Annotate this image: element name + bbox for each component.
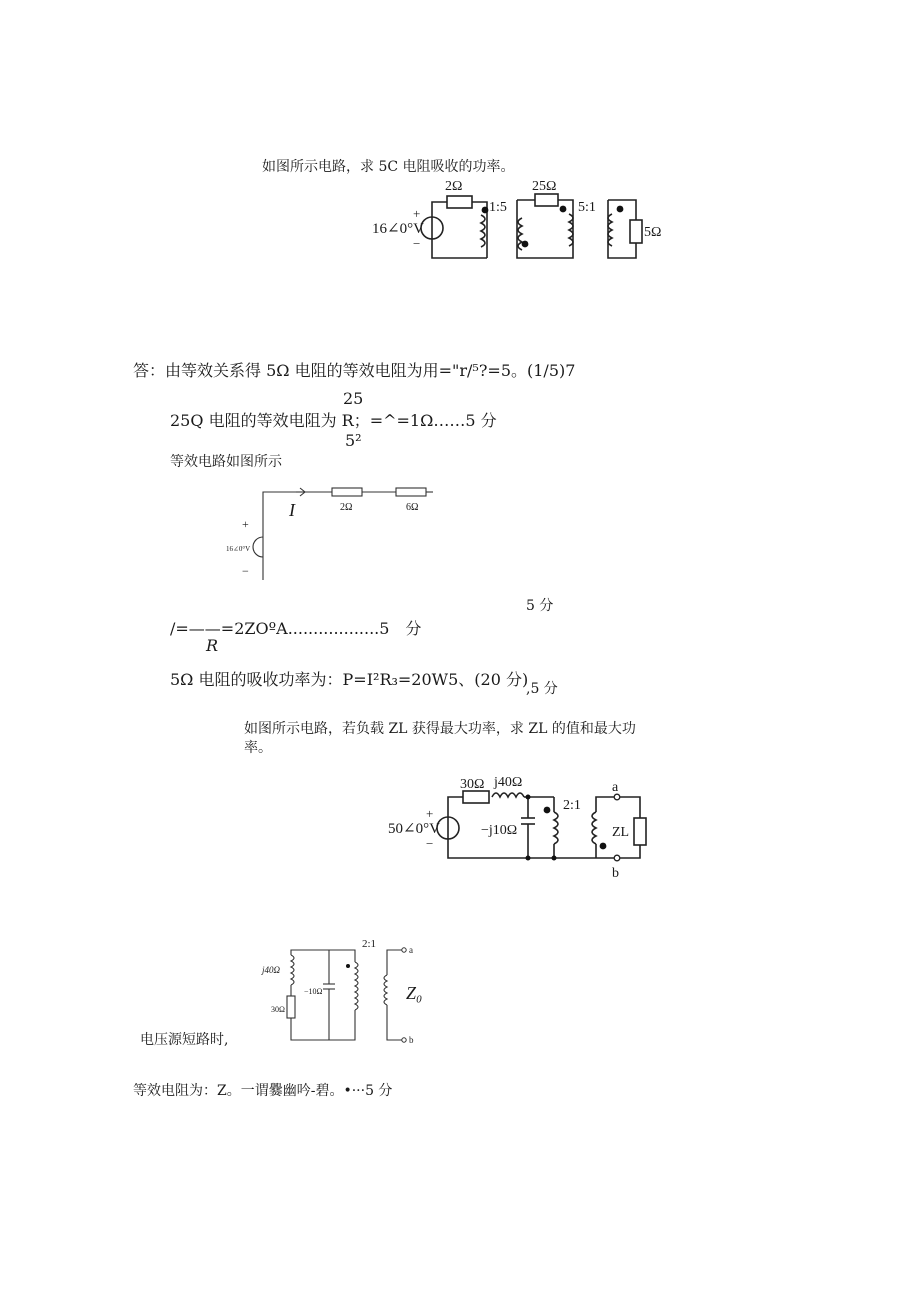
answer1-line3: 等效电路如图所示 [170,454,282,470]
sub-label-b: b [409,1035,414,1045]
eq-label-source: 16∠0°V [226,545,251,553]
sub-label-r: 30Ω [271,1005,285,1014]
label-plus: + [413,206,421,221]
answer1-line1: 答：由等效关系得 5Ω 电阻的等效电阻为用="r/⁵?=5。(1/5)7 [133,361,576,380]
sub-secondary [384,975,387,1005]
label-source: 16∠0°V [372,221,424,237]
sub-label-xl: j40Ω [262,965,281,975]
sub-label-a: a [409,945,413,955]
eq-label-minus: − [242,564,249,578]
label-minus: − [413,236,421,251]
eq-label-r2: 6Ω [406,502,419,513]
answer2-line1: 电压源短路时, [140,1032,229,1048]
sub-resistor [287,996,295,1018]
answer1-line5: 5Ω 电阻的吸收功率为：P=I²R₃=20W5、(20 分) [170,670,529,689]
problem2-question-line2: 率。 [244,740,272,756]
label-ratio2: 5:1 [578,200,596,215]
eq-label-r1: 2Ω [340,502,353,513]
answer1-score-b: ,5 分 [526,681,558,697]
p2-label-ratio: 2:1 [563,798,581,813]
problem2-question-line1: 如图所示电路，若负载 ZL 获得最大功率，求 ZL 的值和最大功 [244,721,636,737]
answer1-frac-denominator: 5² [345,431,362,450]
eq-label-plus: + [242,517,249,531]
sub-primary [355,962,358,1010]
p2-label-r: 30Ω [460,777,485,792]
answer2-line2: 等效电阻为：Z。一谓爨幽吟-碧。•···5 分 [133,1083,393,1099]
p2-label-xc: −j10Ω [481,823,518,838]
sub-label-ratio: 2:1 [362,938,377,950]
problem1-question: 如图所示电路，求 5C 电阻吸收的功率。 [262,159,515,175]
eq-label-current: I [289,500,295,520]
p2-label-plus: + [426,806,434,821]
p2-label-xl: j40Ω [494,775,523,790]
label-r1: 2Ω [445,179,463,194]
answer1-score-a: 5 分 [526,598,554,614]
sub-label-z0: Z₀ [406,983,423,1003]
label-load: 5Ω [644,225,662,240]
answer1-frac-numerator: 25 [343,389,364,408]
p2-label-a: a [612,780,619,795]
p2-label-b: b [612,866,619,881]
label-ratio1: 1:5 [489,200,507,215]
answer1-line4: /=——=2ZOºA..................5 分 [170,619,422,638]
sub-inductor [291,955,294,985]
p2-label-load: ZL [612,825,630,840]
answer1-line2: 25Q 电阻的等效电阻为 R；=^=1Ω……5 分 [170,411,497,430]
p2-label-source: 50∠0°V [388,821,440,837]
sub-label-xc: −10Ω [304,987,323,996]
label-r2: 25Ω [532,179,557,194]
answer1-line4-denominator: R [206,636,219,655]
p2-label-minus: − [426,836,434,851]
